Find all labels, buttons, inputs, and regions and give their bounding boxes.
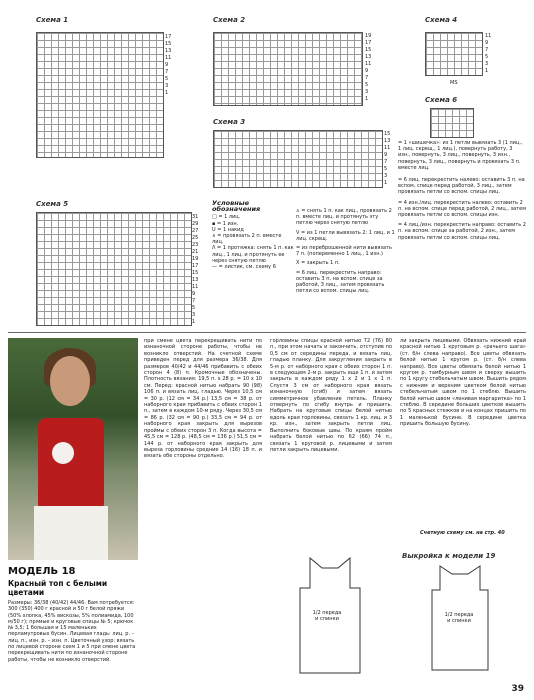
model-title: МОДЕЛЬ 18 xyxy=(8,566,76,577)
scheme-4-mark: MS xyxy=(450,80,458,86)
pattern-18-label: 1/2 переда и спинки xyxy=(312,610,342,623)
scheme-5-grid xyxy=(36,212,192,326)
scheme-1-label: Схема 1 xyxy=(36,16,69,24)
scheme-4-rows: 11 9 7 5 3 1 xyxy=(485,33,492,74)
text-column-2: горловины спицы красной нитью 72 (76) 80 п., при этом начать и закончить, отступив по 0,5 см от середины переда, и вязать лиц. гладью планку. Для закругления закрыть в 5-м р. от наборного края с обеих сторон 1 п. в следующем 2-м р. закрыть еще 1 п. и затем закрыть в каждом ряду 1 х 2 и 1 х 1 п. Спустя 3 см от наборного края вязать изнаночную (сгиб) и затем вязать симметричное убавление петель. Планку отвернуть по сгибу внутрь и пришить. Набрать на круговые спицы белой нитью вдоль края горловины, связать 1 кр. лиц. и 3 кр. изн., затем закрыть петли лиц. Выполнить боковые швы. По краям пройм набрать белой нитью по 62 (66) 74 п., связать 1 круговой р. лицевыми и затем петли закрыть лицевыми. xyxy=(270,338,392,453)
scheme-4-label: Схема 4 xyxy=(425,16,458,24)
scheme-5-label: Схема 5 xyxy=(36,200,69,208)
scheme-6-grid xyxy=(430,108,474,138)
scheme-4-grid xyxy=(425,32,483,76)
scheme-3-grid xyxy=(213,130,383,188)
scheme-6-label: Схема 6 xyxy=(425,96,458,104)
model-description xyxy=(8,566,138,663)
legend-title: Условные обозначения xyxy=(212,199,261,214)
legend-col2: ⋏ = снять 1 п. как лиц., провязать 2 п. вместе лиц. и протянуть эту петлю через снятую петлю V = из 1 петли вывязать 2: 1 лиц. и 1 лиц. скрещ. = из переброшенной нити вывязать 7 п. (попеременно 1 лиц., 1 изн.) X = закрыть 1 п. = 6 лиц. перекрестить направо: оставить 3 п. на вспом. спице за работой, 3 лиц., затем провязать петли со вспом. спицы лиц. xyxy=(296,208,395,295)
scheme-5-rows: 31 29 27 25 23 21 19 17 15 13 11 9 7 5 3 1 xyxy=(192,214,199,325)
pattern-19-label: 1/2 переда и спинки xyxy=(444,612,474,625)
scheme-2-label: Схема 2 xyxy=(213,16,246,24)
section-divider xyxy=(8,332,526,333)
pattern-title: Выкройка к модели 19 xyxy=(402,552,496,560)
page-number: 39 xyxy=(511,684,524,694)
scheme-3-rows: 15 13 11 9 7 5 3 1 xyxy=(384,131,391,186)
scheme-1-grid xyxy=(36,32,164,158)
legend: Условные обозначения □ = 1 лиц. ▪ = 1 изн. U = 1 накид ∧ = провязать 2 п. вместе лиц. Λ = 1 протяжка: снять 1 п. как лиц., 1 лиц. и протянуть ее через снятую петлю — = листик, см. схему 6 xyxy=(212,199,294,271)
model-photo xyxy=(8,338,138,560)
scheme-2-rows: 19 17 15 13 11 9 7 5 3 1 xyxy=(365,33,372,102)
scheme-3-label: Схема 3 xyxy=(213,118,246,126)
model-body: Размеры: 36/38 (40/42) 44/46. Вам потребуется: 300 (350) 400 г красной и 50 г белой пряжи (50% хлопка, 45% вискозы, 5% полиамида, 100 м/50 г); прямые и круговые спицы № 5; крючок № 3,5; 1 большая и 15 маленьких перламутровых бусин. Лицевая гладь: лиц. р. – лиц. п., изн. р. – изн. п. Цветочный узор: вязать по лицевой стороне схем 1 и 5 при смене цвета перекрещивать нити по изнаночной стороне работы, чтобы не возникло отверстий. xyxy=(8,600,136,663)
scheme-1-rows: 17 15 13 11 9 7 5 3 1 xyxy=(165,34,172,96)
text-column-1: при смене цвета перекрещивать нити по изнаночной стороне работы, чтобы не возникло отверстий. На счетной схеме приведен перед для размера 36/38. Для размеров 40/42 и 44/46 прибавить с обеих сторон 4 (8) п. Кромочные обозначены. Плотность вязания: 19,5 п. х 28 р. = 10 х 10 см. Перед: красной нитью набрать 90 (98) 106 п. и вязать лиц. гладью. Через 10,5 см = 30 р. (12 см = 34 р.) 13,5 см = 38 р. от наборного края прибавить с обеих сторон 1 п., затем в каждом 10-м ряду. Через 30,5 см = 86 р. (32 см = 90 р.) 33,5 см = 94 р. от наборного края закрыть для вырезов проймы с обеих сторон 3 п. Когда высота = 45,5 см = 128 р. (48,5 см = 136 р.) 51,5 см = 144 р. от наборного края закрыть для выреза горловины средние 14 (16) 18 п. и вязать обе стороны отдельно. xyxy=(144,338,262,460)
text-column-3: ли закрыть лицевыми. Обвязать нижний край красной нитью 1 круговым р. «рачьего шага» (ст. б/н слева направо). Все цветы обвязать белой нитью 1 кругом р. (ст. б/н слева направо). Все цветы обвязать белой нитью 1 кругом р. тамбурным швом и сверху вышить по 1 кругу стебельчатым швом. Вышить рядом с нижним и верхним цветком белой нитью стебельчатым швом по 1 стеблю. Вышить белой нитью швом «ленивая маргаритка» по 1 стеблю. В середине больших цветков вышить по 5 красных стежков и на концах пришить по 1 маленькой бусине. В середине цветка пришить большую бусину. xyxy=(400,338,526,428)
chart-reference: Счетную схему см. на стр. 40 xyxy=(420,530,505,536)
model-subtitle: Красный топ с белыми цветами xyxy=(8,579,108,597)
scheme-2-grid xyxy=(213,32,363,106)
legend-extra: = 1 «шишечка»: из 1 петли вывязать 3 (1 лиц., 1 лиц. скрещ., 1 лиц.), повернуть работу, 3 изн., повернуть, 3 лиц., повернуть, 3 изн., повернуть, 3 лиц., повернуть и провязать 3 п. вместе лиц. = 6 лиц. перекрестить налево: оставить 3 п. на вспом. спице перед работой, 3 лиц., затем провязать петли со вспом. спицы лиц. = 4 изн./лиц. перекрестить налево: оставить 2 п. на вспом. спице перед работой, 2 лиц., затем провязать петли со вспом. спицы изн. = 4 лиц./изн. перекрестить направо: оставить 2 п. на вспом. спице за работой, 2 изн., затем провязать петли со вспом. спицы лиц. xyxy=(398,140,526,241)
